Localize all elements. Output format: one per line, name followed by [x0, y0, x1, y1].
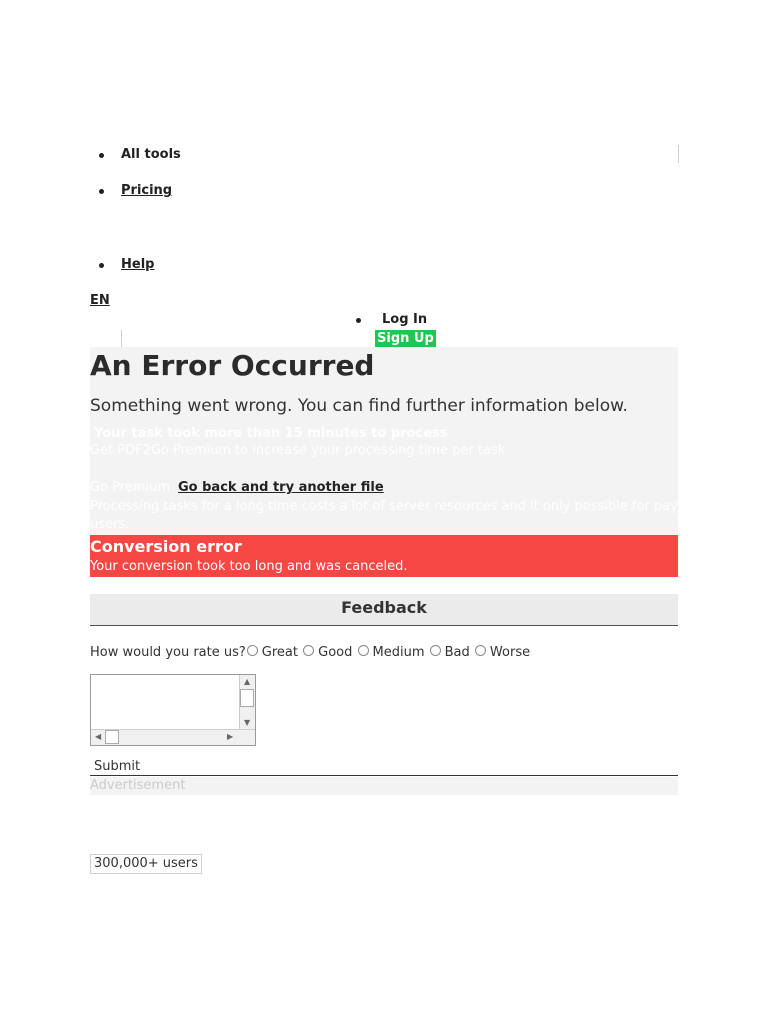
scroll-down-icon[interactable]: ▼ [244, 718, 251, 727]
conversion-error-title: Conversion error [90, 537, 242, 556]
scroll-thumb[interactable] [240, 689, 254, 707]
go-premium-link[interactable]: Go Premium [90, 480, 171, 495]
scroll-left-icon[interactable]: ◀ [95, 732, 102, 741]
language-selector[interactable]: EN [90, 293, 110, 308]
scroll-right-icon[interactable]: ▶ [227, 732, 234, 741]
conversion-error-message: Your conversion took too long and was canceled. [90, 559, 408, 574]
scroll-up-icon[interactable]: ▲ [244, 677, 251, 686]
vertical-scrollbar[interactable] [239, 675, 255, 731]
list-bullet [99, 153, 104, 158]
account-divider [121, 330, 122, 348]
rating-label-good: Good [318, 645, 353, 660]
rating-label-worse: Worse [489, 645, 531, 660]
advertisement-label: Advertisement [90, 778, 186, 793]
page-title: An Error Occurred [90, 349, 375, 382]
signup-button[interactable]: Sign Up [377, 331, 434, 346]
server-note-line2: users. [90, 517, 130, 532]
submit-label: Submit [94, 759, 141, 774]
task-limit-text: Get PDF2Go Premium to increase your processing time per task [90, 443, 506, 458]
task-limit-title: Your task took more than 15 minutes to process [94, 426, 448, 441]
login-link[interactable]: Log In [382, 312, 428, 327]
error-subtitle: Something went wrong. You can find further information below. [90, 396, 628, 416]
rating-radio-bad[interactable] [430, 645, 441, 656]
advertisement-strip [90, 777, 678, 795]
list-bullet [99, 263, 104, 268]
rating-radio-great[interactable] [247, 645, 258, 656]
rating-question: How would you rate us? [90, 645, 246, 660]
rating-radio-medium[interactable] [358, 645, 369, 656]
rating-radio-worse[interactable] [475, 645, 486, 656]
list-bullet [99, 189, 104, 194]
rating-label-bad: Bad [444, 645, 470, 660]
feedback-textarea[interactable] [90, 674, 256, 746]
nav-item-help[interactable]: Help [121, 257, 155, 272]
conversion-error-banner [90, 535, 678, 577]
feedback-title: Feedback [341, 598, 427, 617]
rating-row [90, 645, 530, 660]
rating-label-great: Great [261, 645, 298, 660]
go-back-link[interactable]: Go back and try another file [178, 480, 384, 495]
nav-item-pricing[interactable]: Pricing [121, 183, 173, 198]
server-note-line1: Processing tasks for a long time costs a lot of server resources and it only possible for paying [90, 499, 698, 514]
horizontal-scrollbar[interactable] [91, 729, 255, 745]
scroll-thumb[interactable] [105, 730, 119, 744]
nav-divider [678, 145, 679, 163]
users-count-badge: 300,000+ users [90, 854, 202, 874]
nav-item-all-tools[interactable]: All tools [121, 147, 181, 162]
list-bullet [356, 318, 361, 323]
submit-button[interactable] [90, 758, 678, 776]
rating-label-medium: Medium [372, 645, 425, 660]
rating-radio-good[interactable] [303, 645, 314, 656]
feedback-header[interactable] [90, 594, 678, 626]
